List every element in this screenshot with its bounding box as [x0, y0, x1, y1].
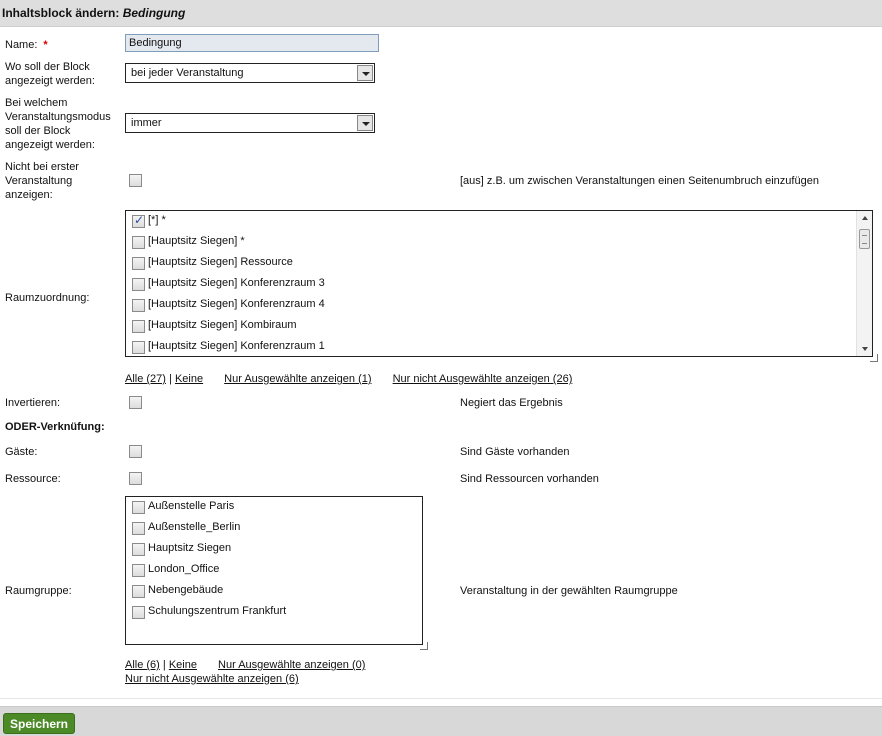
- list-item[interactable]: [126, 316, 872, 337]
- link-separator: |: [162, 659, 166, 671]
- list-item-label: London_Office: [148, 563, 220, 575]
- room-groups-links: [125, 659, 365, 671]
- page-header: [0, 0, 882, 27]
- location-select-value: bei jeder Veranstaltung: [131, 67, 244, 79]
- rooms-links: [125, 373, 572, 385]
- list-item[interactable]: [126, 274, 872, 295]
- list-item-label: [Hauptsitz Siegen] Konferenzraum 3: [148, 277, 325, 289]
- list-item[interactable]: [126, 232, 872, 253]
- header-prefix: Inhaltsblock ändern:: [2, 6, 123, 20]
- resource-hint: Sind Ressourcen vorhanden: [460, 473, 599, 485]
- list-item-checkbox[interactable]: [132, 278, 145, 291]
- list-item-checkbox[interactable]: [132, 564, 145, 577]
- invert-label: Invertieren:: [5, 397, 61, 409]
- list-item-checkbox[interactable]: [132, 320, 145, 333]
- list-item[interactable]: [126, 560, 422, 581]
- location-label: Wo soll der Block angezeigt werden:: [5, 61, 95, 87]
- list-item[interactable]: [126, 602, 422, 623]
- footer-divider: [0, 698, 882, 699]
- list-item-label: [Hauptsitz Siegen] Ressource: [148, 256, 293, 268]
- save-button[interactable]: Speichern: [3, 713, 75, 734]
- list-item-checkbox[interactable]: [132, 543, 145, 556]
- rooms-select-none-link[interactable]: Keine: [174, 373, 204, 385]
- scroll-up-icon[interactable]: [857, 211, 873, 225]
- list-item[interactable]: [126, 211, 872, 232]
- list-item-checkbox[interactable]: [132, 236, 145, 249]
- not-first-checkbox[interactable]: [129, 174, 142, 187]
- room-groups-hint: Veranstaltung in der gewählten Raumgruppe: [460, 585, 678, 597]
- list-item-label: Außenstelle_Berlin: [148, 521, 241, 533]
- list-item-checkbox[interactable]: [132, 257, 145, 270]
- list-item-checkbox[interactable]: [132, 341, 145, 354]
- resize-handle-icon[interactable]: [870, 354, 878, 362]
- list-item[interactable]: [126, 539, 422, 560]
- list-item-label: Hauptsitz Siegen: [148, 542, 232, 554]
- invert-hint: Negiert das Ergebnis: [460, 397, 563, 409]
- rooms-show-unselected-link[interactable]: Nur nicht Ausgewählte anzeigen (26): [392, 373, 573, 385]
- not-first-hint: [aus] z.B. um zwischen Veranstaltungen einen Seitenumbruch einzufügen: [460, 175, 819, 187]
- list-item[interactable]: [126, 295, 872, 316]
- list-item-label: [Hauptsitz Siegen] Konferenzraum 4: [148, 298, 325, 310]
- mode-select-value: immer: [131, 117, 162, 129]
- guests-label: Gäste:: [5, 446, 38, 458]
- list-item-label: Nebengebäude: [148, 584, 224, 596]
- list-item-checkbox[interactable]: [132, 585, 145, 598]
- list-item-label: Außenstelle Paris: [148, 500, 235, 512]
- rooms-label: Raumzuordnung:: [5, 292, 90, 304]
- rooms-show-selected-link[interactable]: Nur Ausgewählte anzeigen (1): [224, 373, 372, 385]
- groups-show-unselected-link[interactable]: Nur nicht Ausgewählte anzeigen (6): [125, 673, 299, 685]
- footer-bar: [0, 706, 882, 736]
- chevron-down-icon[interactable]: [357, 65, 373, 81]
- or-section-title: ODER-Verknüfung:: [5, 421, 105, 433]
- list-item[interactable]: [126, 518, 422, 539]
- list-item[interactable]: [126, 253, 872, 274]
- resource-checkbox[interactable]: [129, 472, 142, 485]
- room-groups-links-2: [125, 673, 299, 685]
- resize-handle-icon[interactable]: [420, 642, 428, 650]
- room-groups-label: Raumgruppe:: [5, 585, 72, 597]
- list-item-checkbox[interactable]: [132, 299, 145, 312]
- list-item-label: [Hauptsitz Siegen] *: [148, 235, 245, 247]
- mode-label: Bei welchem Veranstaltungsmodus soll der Block angezeigt werden:: [5, 97, 111, 151]
- list-item-label: [Hauptsitz Siegen] Konferenzraum 1: [148, 340, 325, 352]
- guests-hint: Sind Gäste vorhanden: [460, 446, 570, 458]
- chevron-down-icon[interactable]: [357, 115, 373, 131]
- location-select[interactable]: [125, 63, 375, 83]
- mode-select[interactable]: [125, 113, 375, 133]
- list-item-label: Schulungszentrum Frankfurt: [148, 605, 287, 617]
- rooms-select-all-link[interactable]: Alle (27): [125, 373, 166, 385]
- list-item-label: [Hauptsitz Siegen] Kombiraum: [148, 319, 297, 331]
- resource-label: Ressource:: [5, 473, 61, 485]
- list-item[interactable]: [126, 337, 872, 357]
- not-first-label: Nicht bei erster Veranstaltung anzeigen:: [5, 161, 79, 201]
- rooms-listbox[interactable]: [125, 210, 873, 357]
- scroll-thumb[interactable]: [859, 229, 870, 249]
- list-item-label: [*] *: [148, 214, 166, 226]
- room-groups-listbox[interactable]: [125, 496, 423, 645]
- header-title: Bedingung: [122, 6, 186, 20]
- groups-show-selected-link[interactable]: Nur Ausgewählte anzeigen (0): [218, 659, 366, 671]
- name-label: Name: *: [5, 39, 48, 51]
- name-input[interactable]: [125, 34, 379, 52]
- groups-select-all-link[interactable]: Alle (6): [125, 659, 160, 671]
- link-separator: |: [169, 373, 172, 385]
- list-item[interactable]: [126, 497, 422, 518]
- list-item[interactable]: [126, 581, 422, 602]
- guests-checkbox[interactable]: [129, 445, 142, 458]
- rooms-scrollbar[interactable]: [856, 211, 872, 356]
- invert-checkbox[interactable]: [129, 396, 142, 409]
- required-mark: *: [43, 39, 48, 51]
- list-item-checkbox[interactable]: [132, 606, 145, 619]
- groups-select-none-link[interactable]: Keine: [168, 659, 197, 671]
- list-item-checkbox[interactable]: [132, 501, 145, 514]
- list-item-checkbox[interactable]: [132, 522, 145, 535]
- list-item-checkbox[interactable]: [132, 215, 145, 228]
